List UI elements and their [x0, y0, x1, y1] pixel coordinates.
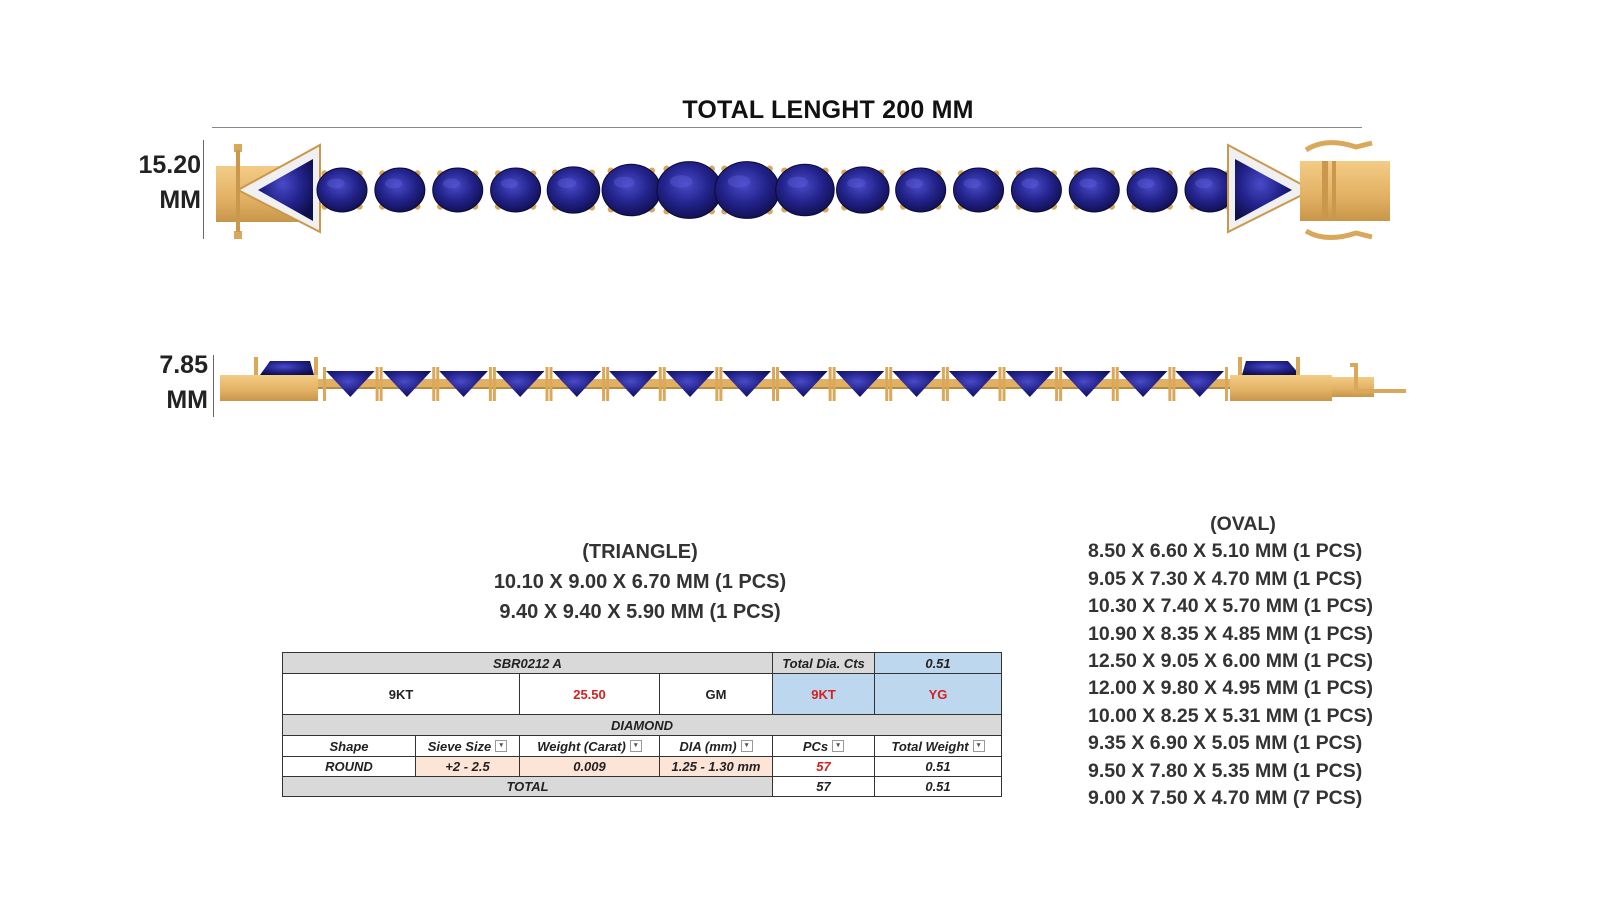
oval-spec-line: 12.50 X 9.05 X 6.00 MM (1 PCS) [1088, 650, 1374, 673]
side-prong [380, 367, 383, 401]
oval-stone [1011, 168, 1061, 212]
oval-spec-line: 10.90 X 8.35 X 4.85 MM (1 PCS) [1088, 622, 1374, 645]
left-clasp-pin-bottom [234, 231, 242, 239]
side-prong [715, 367, 718, 401]
side-prong [1112, 367, 1115, 401]
stone-highlight [443, 179, 461, 189]
filter-dropdown-icon[interactable]: ▾ [973, 740, 985, 752]
stone-highlight [558, 178, 576, 188]
table-row [283, 757, 1002, 777]
total-row [283, 777, 1002, 797]
oval-stone [715, 162, 780, 219]
side-prong [1059, 367, 1062, 401]
side-prong [606, 367, 609, 401]
total-dia-value: 0.51 [875, 653, 1002, 674]
weight-cell: 25.50 [520, 674, 660, 715]
oval-spec-line: 8.50 X 6.60 X 5.10 MM (1 PCS) [1088, 540, 1363, 563]
oval-stone [776, 164, 835, 215]
side-prong [889, 367, 892, 401]
side-prong [946, 367, 949, 401]
filter-dropdown-icon[interactable]: ▾ [741, 740, 753, 752]
side-prong [489, 367, 492, 401]
oval-stone [1069, 168, 1119, 212]
triangle-specs-heading: (TRIANGLE) [582, 541, 698, 563]
top-view-width-unit: MM [159, 186, 201, 214]
bracelet-top-view [210, 135, 1440, 245]
oval-spec-line: 12.00 X 9.80 X 4.95 MM (1 PCS) [1088, 677, 1374, 700]
oval-spec-line: 9.00 X 7.50 X 4.70 MM (7 PCS) [1088, 787, 1363, 810]
side-prong [1225, 367, 1228, 401]
side-prong [436, 367, 439, 401]
side-prong [376, 367, 379, 401]
top-view-dimension-line [203, 140, 204, 239]
side-prong [659, 367, 662, 401]
stone-highlight [787, 177, 807, 188]
oval-specs-heading: (OVAL) [1210, 513, 1276, 535]
total-label: TOTAL [283, 777, 773, 797]
filter-active-icon[interactable]: ▾ [832, 740, 844, 752]
oval-stone [657, 162, 722, 219]
filter-dropdown-icon[interactable]: ▾ [495, 740, 507, 752]
stone-highlight [1079, 179, 1097, 189]
side-prong [719, 367, 722, 401]
right-side-triangle-stone [1242, 361, 1300, 375]
style-code: SBR0212 A [283, 653, 773, 674]
stone-highlight [906, 179, 924, 189]
left-side-clasp [220, 375, 318, 401]
side-prong [1003, 367, 1006, 401]
column-header-shape: Shape [283, 736, 416, 757]
side-prong [833, 367, 836, 401]
side-prong [663, 367, 666, 401]
filter-dropdown-icon[interactable]: ▾ [630, 740, 642, 752]
side-view-height-label [140, 348, 208, 418]
side-prong [1172, 367, 1175, 401]
clasp-latch-bottom [1306, 231, 1372, 238]
side-prong [776, 367, 779, 401]
top-view-width-label [116, 148, 201, 218]
side-prong [323, 367, 326, 401]
stone-highlight [1195, 179, 1213, 189]
diamond-spec-table [282, 652, 1002, 797]
side-prong [1055, 367, 1058, 401]
total-weight: 0.51 [875, 777, 1002, 797]
column-header-row [283, 736, 1002, 757]
right-clasp-box [1300, 161, 1390, 221]
stone-highlight [501, 179, 518, 189]
side-prong [546, 367, 549, 401]
oval-stone [375, 168, 425, 212]
total-dia-label: Total Dia. Cts [773, 653, 875, 674]
oval-stone [433, 168, 483, 212]
stone-highlight [1137, 179, 1155, 189]
side-prong [999, 367, 1002, 401]
column-header-sieve: Sieve Size ▾ [416, 736, 520, 757]
side-prong [942, 367, 945, 401]
stone-highlight [847, 178, 865, 188]
diamond-section-header: DIAMOND [283, 715, 1002, 736]
side-prong [602, 367, 605, 401]
column-header-pcs: PCs ▾ [773, 736, 875, 757]
metal-karat-cell: 9KT [773, 674, 875, 715]
stone-highlight [728, 175, 751, 187]
side-prong [493, 367, 496, 401]
oval-stone [896, 168, 946, 212]
stone-highlight [327, 179, 345, 189]
oval-stone [1127, 168, 1177, 212]
side-view-height-unit: MM [166, 386, 208, 414]
oval-spec-line: 9.05 X 7.30 X 4.70 MM (1 PCS) [1088, 567, 1363, 590]
row-dia: 1.25 - 1.30 mm [660, 757, 773, 777]
total-pcs: 57 [773, 777, 875, 797]
side-prong [1116, 367, 1119, 401]
oval-stone [547, 167, 600, 213]
side-prong [829, 367, 832, 401]
triangle-spec-line: 9.40 X 9.40 X 5.90 MM (1 PCS) [499, 601, 781, 623]
oval-stone [954, 168, 1004, 212]
weight-unit-cell: GM [660, 674, 773, 715]
oval-spec-line: 9.35 X 6.90 X 5.05 MM (1 PCS) [1088, 732, 1363, 755]
stone-highlight [670, 175, 693, 187]
row-total-weight: 0.51 [875, 757, 1002, 777]
drawing-title: TOTAL LENGHT 200 MM [682, 96, 974, 124]
row-pcs: 57 [773, 757, 875, 777]
column-header-weight: Weight (Carat) ▾ [520, 736, 660, 757]
triangle-specs [430, 537, 850, 627]
side-prong [432, 367, 435, 401]
oval-spec-line: 10.00 X 8.25 X 5.31 MM (1 PCS) [1088, 704, 1374, 727]
side-view-height-value: 7.85 [159, 351, 208, 379]
row-sieve: +2 - 2.5 [416, 757, 520, 777]
oval-spec-line: 9.50 X 7.80 X 5.35 MM (1 PCS) [1088, 759, 1363, 782]
stone-highlight [1021, 179, 1039, 189]
clasp-latch-top [1306, 143, 1372, 150]
oval-specs [1088, 511, 1388, 812]
length-dimension-line [212, 127, 1362, 128]
stone-highlight [964, 179, 982, 189]
metal-color-cell: YG [875, 674, 1002, 715]
stone-highlight [614, 177, 634, 188]
row-shape: ROUND [283, 757, 416, 777]
oval-stone [317, 168, 367, 212]
triangle-spec-line: 10.10 X 9.00 X 6.70 MM (1 PCS) [493, 571, 787, 593]
oval-stone-row [317, 162, 1235, 219]
oval-spec-line: 10.30 X 7.40 X 5.70 MM (1 PCS) [1088, 595, 1374, 618]
metal-cell: 9KT [283, 674, 520, 715]
top-view-width-value: 15.20 [138, 151, 201, 179]
side-prong [772, 367, 775, 401]
oval-stone [602, 164, 661, 215]
column-header-dia: DIA (mm) ▾ [660, 736, 773, 757]
side-prong [1168, 367, 1171, 401]
side-prong [885, 367, 888, 401]
row-weight: 0.009 [520, 757, 660, 777]
column-header-total-weight: Total Weight ▾ [875, 736, 1002, 757]
oval-stone [837, 167, 890, 213]
right-side-clasp [1230, 375, 1332, 401]
oval-stone [491, 168, 541, 212]
left-side-triangle-stone [260, 361, 314, 375]
stone-highlight [385, 179, 403, 189]
bracelet-side-view [210, 355, 1440, 415]
side-prong [550, 367, 553, 401]
